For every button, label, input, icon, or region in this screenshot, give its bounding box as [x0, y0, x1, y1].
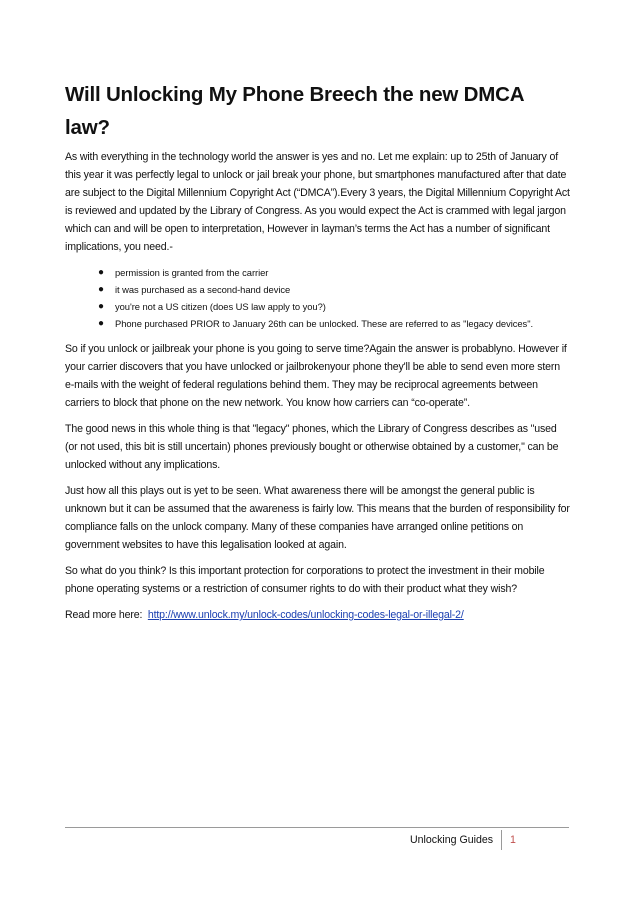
list-item-text: you're not a US citizen (does US law apply to you?) — [115, 301, 326, 312]
bullet-icon: ● — [98, 301, 104, 312]
awareness-paragraph: Just how all this plays out is yet to be seen. What awareness there will be amongst the general public is unknown but it can be assumed that the awareness is fairly low. This means that the burden of responsibility for compliance falls on the unlock company. Many of these companies have arranged online petitions on government websites to have this legalisation looked at again. — [65, 485, 570, 551]
footer-title: Unlocking Guides — [410, 834, 494, 846]
article-title: Will Unlocking My Phone Breech the new DMCA law? — [65, 83, 524, 139]
page-number: 1 — [510, 834, 516, 846]
bullet-icon: ● — [98, 284, 104, 295]
list-item — [65, 264, 570, 281]
intro-paragraph: As with everything in the technology world the answer is yes and no. Let me explain: up to 25th of January of this year it was perfectly legal to unlock or jail break your phone, but smartphones manufactured after that date are subject to the Digital Millennium Copyright Act (“DMCA”).Every 3 years, the Digital Millennium Copyright Act is reviewed and updated by the Library of Congress. As you would expect the Act is crammed with legal jargon which can and will be open to interpretation, However in layman’s terms the Act has a number of significant implications, you need.- — [65, 151, 570, 253]
footer-divider — [65, 827, 569, 828]
question-paragraph: So what do you think? Is this important protection for corporations to protect the investment in their mobile phone operating systems or a restriction of consumer rights to do with their product what they wish? — [65, 565, 545, 595]
read-more-label: Read more here: — [65, 609, 143, 621]
read-more-link[interactable]: http://www.unlock.my/unlock-codes/unlocking-codes-legal-or-illegal-2/ — [147, 609, 464, 621]
list-item — [65, 281, 570, 298]
list-item — [65, 298, 570, 315]
bullet-icon: ● — [98, 267, 104, 278]
document-page — [65, 78, 570, 632]
page-footer — [410, 830, 550, 850]
conditions-list — [65, 264, 570, 332]
list-item-text: it was purchased as a second-hand device — [115, 284, 291, 295]
jailbreak-paragraph: So if you unlock or jailbreak your phone is you going to serve time?Again the answer is probablyno. However if your carrier discovers that you have unlocked or jailbrokenyour phone they'll be able to send even more stern e-mails with the weight of federal regulations behind them. They may be reciprocal agreements between carriers to block that phone on the new network. You know how carriers can “co-operate”. — [65, 343, 567, 409]
read-more-line — [65, 606, 570, 624]
bullet-icon: ● — [98, 318, 104, 329]
list-item — [65, 315, 570, 332]
legacy-paragraph: The good news in this whole thing is that "legacy" phones, which the Library of Congress describes as "used (or not used, this bit is still uncertain) phones previously bought or otherwise obtained by a customer," can be unlocked without any implications. — [65, 423, 559, 471]
list-item-text: permission is granted from the carrier — [115, 267, 269, 278]
list-item-text: Phone purchased PRIOR to January 26th can be unlocked. These are referred to as "legacy devices". — [115, 318, 534, 329]
